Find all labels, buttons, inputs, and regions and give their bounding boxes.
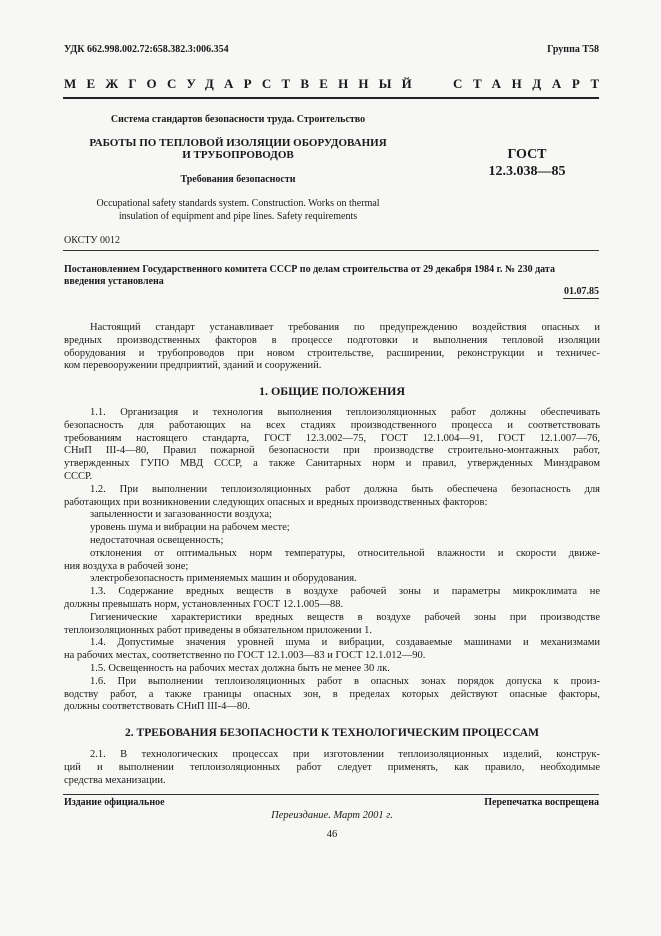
- banner-standard: СТАНДАРТ: [453, 76, 610, 91]
- page-number: 46: [326, 829, 338, 840]
- body-line: 2.1. В технологических процессах при изготовлении теплоизоляционных изделий, конструк-: [90, 749, 600, 760]
- effective-date: 01.07.85: [564, 286, 599, 297]
- body-line: требованиям настоящего стандарта, ГОСТ 12.3.002—75, ГОСТ 12.1.004—91, ГОСТ 12.1.007—76,: [64, 432, 600, 444]
- decree-line-2: введения установлена: [64, 276, 164, 287]
- group-code: Группа Т58: [547, 44, 599, 55]
- top-rule: [63, 97, 599, 99]
- gost-label: ГОСТ: [507, 147, 547, 162]
- section-2-body: [64, 749, 600, 787]
- gost-number: 12.3.038—85: [488, 164, 566, 179]
- intro-line: ком перевооружении предприятий, зданий и сооружений.: [64, 360, 322, 372]
- okstu-code: ОКСТУ 0012: [64, 235, 121, 246]
- intro-line: оборудования и трубопроводов при новом строительстве, расширении, реконструкции и техничес-: [64, 347, 600, 359]
- body-line: Гигиенические характеристики вредных веществ в воздухе рабочей зоны при производстве: [90, 611, 600, 623]
- official-edition-label: Издание официальное: [64, 797, 165, 808]
- okstu-rule: [63, 250, 599, 251]
- body-line: утвержденных ГУПО МВД СССР, а также Санитарных норм и правил, утвержденных Минздравом: [64, 458, 600, 470]
- body-line: уровень шума и вибрации на рабочем месте;: [90, 522, 290, 534]
- system-name: Система стандартов безопасности труда. Строительство: [110, 114, 366, 125]
- title-line-2: И ТРУБОПРОВОДОВ: [182, 149, 294, 161]
- footer-rule: [63, 794, 599, 795]
- reissue-note: Переиздание. Март 2001 г.: [271, 810, 393, 821]
- document-title: [64, 137, 412, 161]
- english-title: [64, 197, 412, 223]
- body-line: безопасность для работающих на всех стадиях производственного процесса и соответствовать: [64, 419, 600, 431]
- body-line: ния воздуха в рабочей зоне;: [64, 560, 189, 572]
- english-line-1: Occupational safety standards system. Construction. Works on thermal: [96, 198, 380, 209]
- gost-designation: [472, 146, 582, 180]
- body-line: недостаточная освещенность;: [90, 534, 224, 546]
- title-line-1: РАБОТЫ ПО ТЕПЛОВОЙ ИЗОЛЯЦИИ ОБОРУДОВАНИЯ: [89, 137, 387, 149]
- body-line: 1.5. Освещенность на рабочих местах должна быть не менее 30 лк.: [90, 662, 390, 674]
- body-line: теплоизоляционных работ приведены в обязательном приложении 1.: [64, 624, 373, 636]
- body-line: 1.3. Содержание вредных веществ в воздухе рабочей зоны и параметры микроклимата не: [90, 586, 600, 598]
- english-line-2: insulation of equipment and pipe lines. Safety requirements: [118, 211, 358, 222]
- body-line: запыленности и загазованности воздуха;: [90, 509, 272, 521]
- body-line: должны соответствовать СНиП III-4—80.: [64, 701, 251, 713]
- decree-text: [64, 264, 600, 288]
- body-line: электробезопасность применяемых машин и оборудования.: [90, 573, 357, 585]
- body-line: СНиП III-4—80, Правил пожарной безопасности при производстве строительно-монтажных работ,: [64, 445, 600, 457]
- body-line: средства механизации.: [64, 774, 166, 786]
- date-underline: [563, 298, 599, 299]
- body-line: работающих при возникновении следующих опасных и вредных производственных факторов:: [64, 496, 488, 508]
- body-line: 1.6. При выполнении теплоизоляционных работ в опасных зонах порядок допуска к произ-: [90, 675, 600, 687]
- section-1-body: [64, 407, 600, 714]
- body-line: отклонения от оптимальных норм температуры, относительной влажности и скорости движе-: [90, 547, 600, 559]
- reprint-prohibited-label: Перепечатка воспрещена: [484, 797, 599, 808]
- decree-line-1: Постановлением Государственного комитета СССР по делам строительства от 29 декабря 1984 г. № 230 дата: [64, 264, 555, 275]
- banner-interstate: МЕЖГОСУДАРСТВЕННЫЙ: [64, 76, 422, 91]
- body-line: водству работ, а также границы опасных зон, в пределах которых действуют опасные факторы,: [64, 688, 600, 700]
- intro-line: Настоящий стандарт устанавливает требования по предупреждению воздействия опасных и: [90, 322, 600, 333]
- section-1-heading: 1. ОБЩИЕ ПОЛОЖЕНИЯ: [258, 384, 406, 398]
- udk-code: УДК 662.998.002.72:658.382.3:006.354: [64, 44, 229, 55]
- body-line: ций и выполнении теплоизоляционных работ следует применять, как правило, необходимые: [64, 761, 600, 773]
- body-line: должны превышать норм, установленных ГОСТ 12.1.005—88.: [64, 598, 344, 610]
- body-line: 1.2. При выполнении теплоизоляционных работ должна быть обеспечена безопасность для: [90, 483, 600, 495]
- body-line: 1.1. Организация и технология выполнения теплоизоляционных работ должны обеспечивать: [90, 407, 600, 418]
- body-line: СССР.: [64, 470, 93, 482]
- section-2-heading: 2. ТРЕБОВАНИЯ БЕЗОПАСНОСТИ К ТЕХНОЛОГИЧЕСКИМ ПРОЦЕССАМ: [125, 727, 539, 739]
- document-subtitle: Требования безопасности: [180, 174, 296, 185]
- intro-paragraph: [64, 322, 600, 373]
- intro-line: вредных производственных факторов в процессе подготовки и выполнения тепловой изоляции: [64, 334, 600, 346]
- body-line: на рабочих местах, соответственно по ГОСТ 12.1.003—83 и ГОСТ 12.1.012—90.: [64, 650, 426, 662]
- body-line: 1.4. Допустимые значения уровней шума и вибрации, создаваемые машинами и механизмами: [90, 637, 600, 649]
